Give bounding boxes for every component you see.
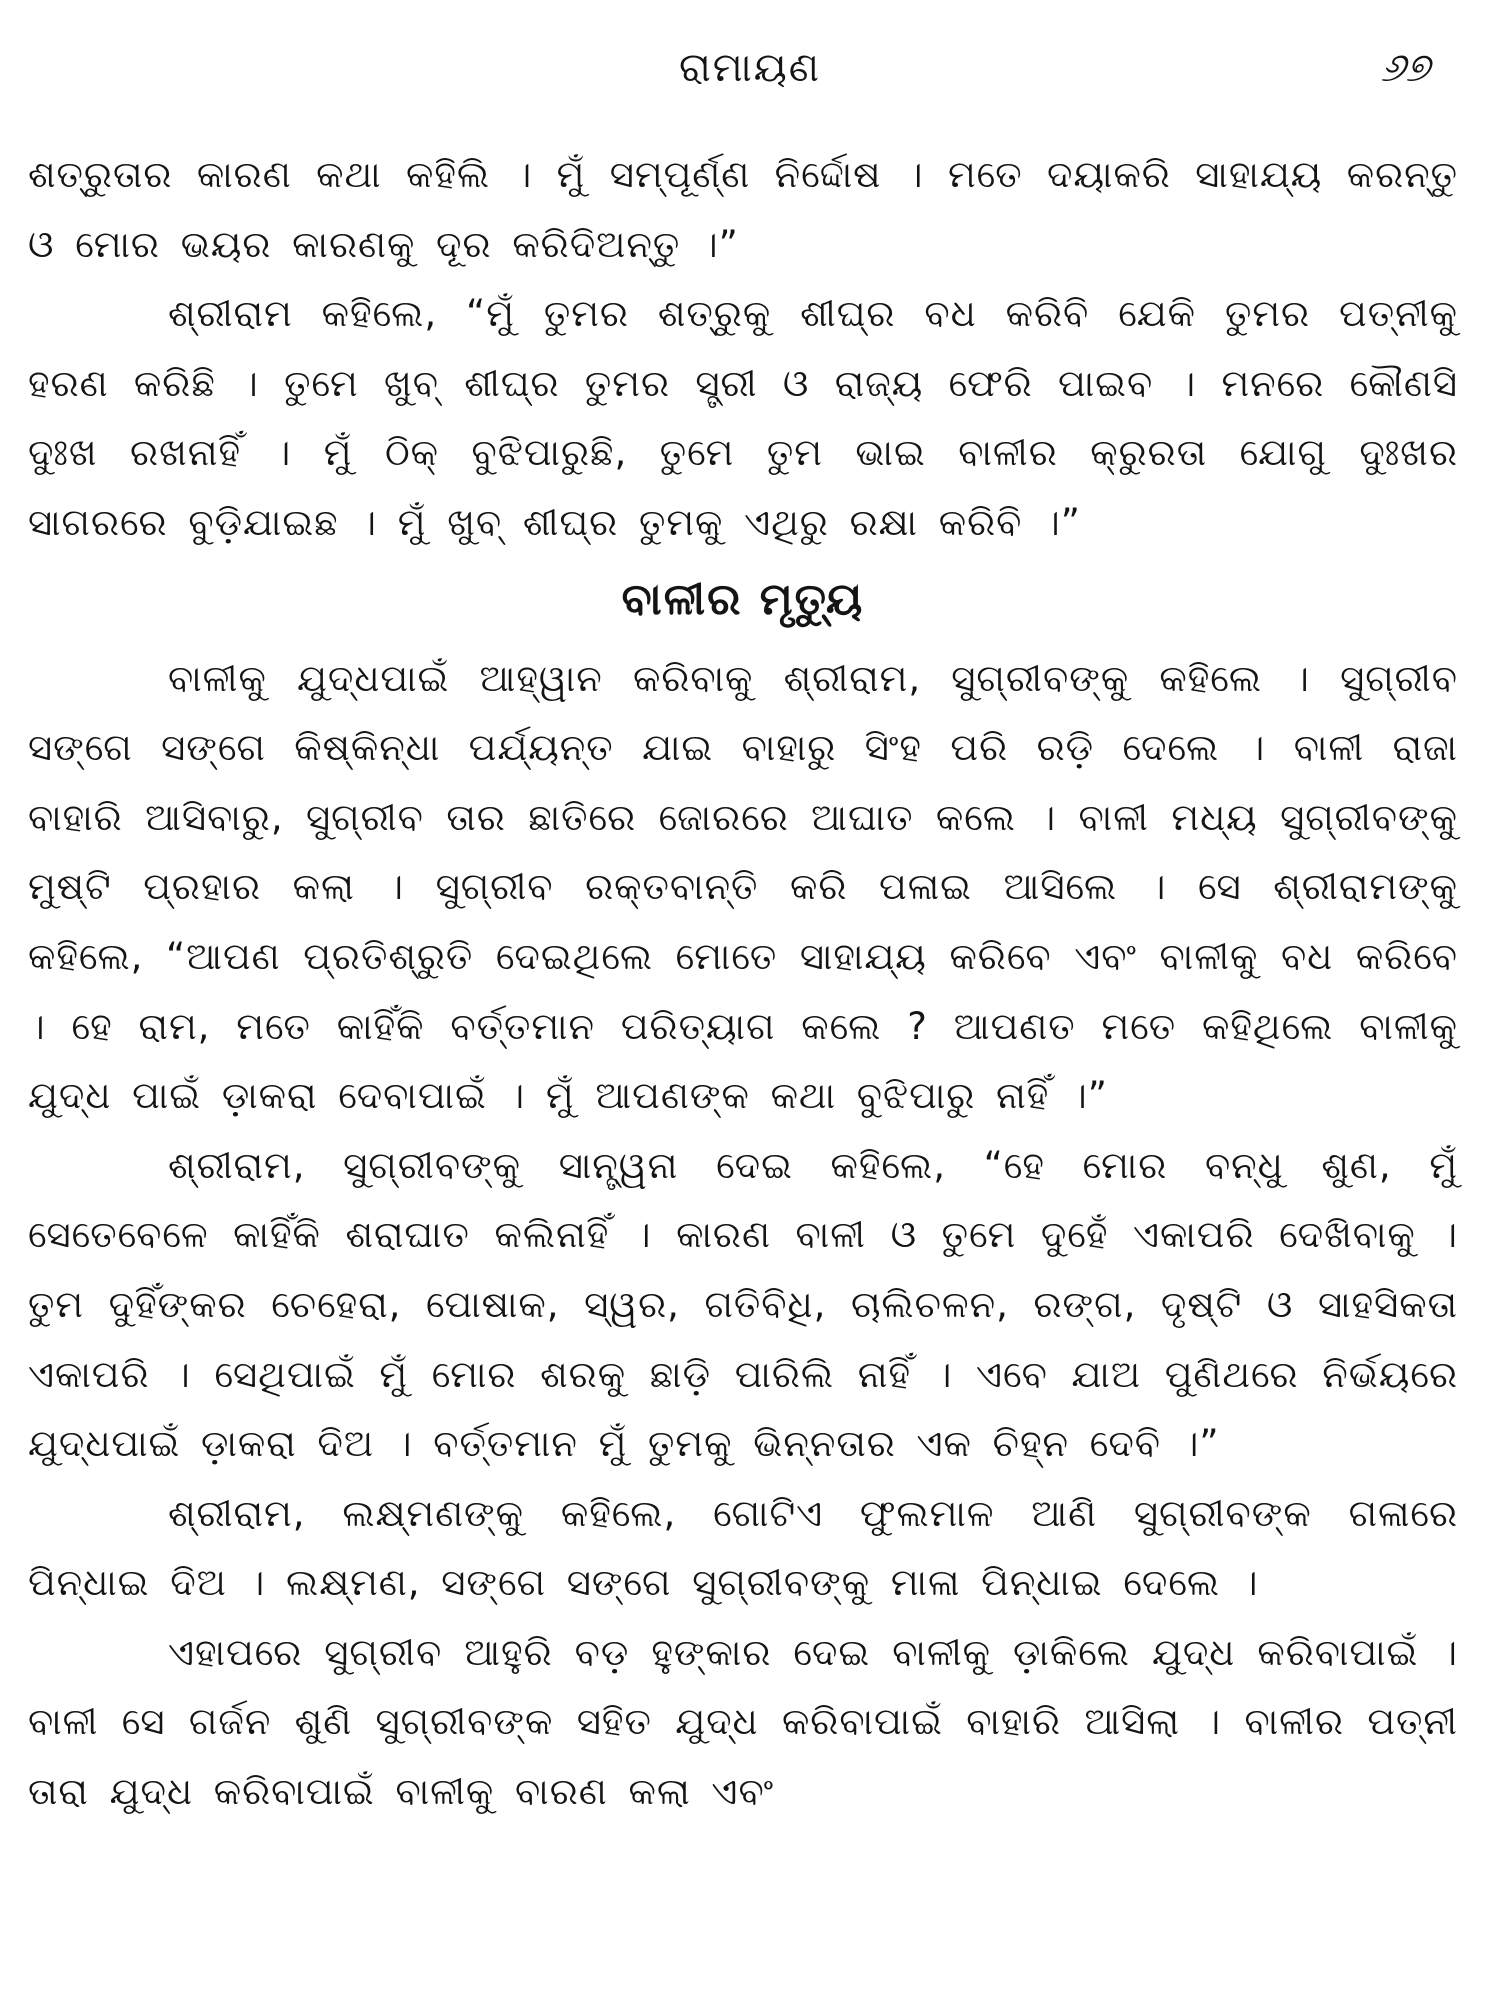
paragraph: ଶ୍ରୀରାମ, ଲକ୍ଷ୍ମଣଙ୍କୁ କହିଲେ, ଗୋଟିଏ ଫୁଲମାଳ ଆଣି ସୁଗ୍ରୀବଙ୍କ ଗଳାରେ ପିନ୍ଧାଇ ଦିଅ । ଲକ୍ଷ୍ମଣ, ସଙ୍ଗେ ସଙ୍ଗେ ସୁଗ୍ରୀବଙ୍କୁ ମାଳା ପିନ୍ଧାଇ ଦେଲେ ।: [28, 1491, 1458, 1605]
paragraph: ଶ୍ରୀରାମ କହିଲେ, “ମୁଁ ତୁମର ଶତ୍ରୁକୁ ଶୀଘ୍ର ବଧ କରିବି ଯେକି ତୁମର ପତ୍ନୀକୁ ହରଣ କରିଛି । ତୁମେ ଖୁବ୍ ଶୀଘ୍ର ତୁମର ସ୍ତ୍ରୀ ଓ ରାଜ୍ୟ ଫେରି ପାଇବ । ମନରେ କୌଣସି ଦୁଃଖ ରଖନାହିଁ । ମୁଁ ଠିକ୍ ବୁଝିପାରୁଛି, ତୁମେ ତୁମ ଭାଇ ବାଳୀର କ୍ରୁରତା ଯୋଗୁ ଦୁଃଖର ସାଗରରେ ବୁଡ଼ିଯାଇଛ । ମୁଁ ଖୁବ୍ ଶୀଘ୍ର ତୁମକୁ ଏଥିରୁ ରକ୍ଷା କରିବି ।”: [28, 292, 1458, 544]
body-text: [28, 140, 1458, 1827]
paragraph: ଏହାପରେ ସୁଗ୍ରୀବ ଆହୁରି ବଡ଼ ହୁଙ୍କାର ଦେଇ ବାଳୀକୁ ଡ଼ାକିଲେ ଯୁଦ୍ଧ କରିବାପାଇଁ । ବାଳୀ ସେ ଗର୍ଜନ ଶୁଣି ସୁଗ୍ରୀବଙ୍କ ସହିତ ଯୁଦ୍ଧ କରିବାପାଇଁ ବାହାରି ଆସିଲା । ବାଳୀର ପତ୍ନୀ ତାରା ଯୁଦ୍ଧ କରିବାପାଇଁ ବାଳୀକୁ ବାରଣ କଲା ଏବଂ: [28, 1630, 1458, 1814]
paragraph-continuation: ଶତ୍ରୁତାର କାରଣ କଥା କହିଲି । ମୁଁ ସମ୍ପୂର୍ଣ୍ଣ ନିର୍ଦ୍ଦୋଷ । ମତେ ଦୟାକରି ସାହାଯ୍ୟ କରନ୍ତୁ ଓ ମୋର ଭୟର କାରଣକୁ ଦୂର କରିଦିଅନ୍ତୁ ।”: [28, 153, 1458, 266]
running-title: ରାମାୟଣ: [678, 45, 822, 91]
paragraph: ଶ୍ରୀରାମ, ସୁଗ୍ରୀବଙ୍କୁ ସାନ୍ତ୍ୱନା ଦେଇ କହିଲେ, “ହେ ମୋର ବନ୍ଧୁ ଶୁଣ, ମୁଁ ସେତେବେଳେ କାହିଁକି ଶରାଘାତ କଲିନାହିଁ । କାରଣ ବାଳୀ ଓ ତୁମେ ଦୁହେଁ ଏକାପରି ଦେଖିବାକୁ । ତୁମ ଦୁହିଁଙ୍କର ଚେହେରା, ପୋଷାକ, ସ୍ୱର, ଗତିବିଧି, ଚାଲିଚଳନ, ରଙ୍ଗ, ଦୃଷ୍ଟି ଓ ସାହସିକତା ଏକାପରି । ସେଥିପାଇଁ ମୁଁ ମୋର ଶରକୁ ଛାଡ଼ି ପାରିଲି ନାହିଁ । ଏବେ ଯାଅ ପୁଣିଥରେ ନିର୍ଭୟରେ ଯୁଦ୍ଧପାଇଁ ଡ଼ାକରା ଦିଅ । ବର୍ତ୍ତମାନ ମୁଁ ତୁମକୁ ଭିନ୍ନତାର ଏକ ଚିହ୍ନ ଦେବି ।”: [28, 1143, 1458, 1466]
running-head: [0, 38, 1500, 98]
page-number: ୬୭: [1380, 45, 1430, 91]
paragraph: ବାଳୀକୁ ଯୁଦ୍ଧପାଇଁ ଆହ୍ୱାନ କରିବାକୁ ଶ୍ରୀରାମ, ସୁଗ୍ରୀବଙ୍କୁ କହିଲେ । ସୁଗ୍ରୀବ ସଙ୍ଗେ ସଙ୍ଗେ କିଷ୍କିନ୍ଧା ପର୍ଯ୍ୟନ୍ତ ଯାଇ ବାହାରୁ ସିଂହ ପରି ରଡ଼ି ଦେଲେ । ବାଳୀ ରାଜା ବାହାରି ଆସିବାରୁ, ସୁଗ୍ରୀବ ତାର ଛାତିରେ ଜୋରରେ ଆଘାତ କଲେ । ବାଳୀ ମଧ୍ୟ ସୁଗ୍ରୀବଙ୍କୁ ମୁଷ୍ଟି ପ୍ରହାର କଲା । ସୁଗ୍ରୀବ ରକ୍ତବାନ୍ତି କରି ପଳାଇ ଆସିଲେ । ସେ ଶ୍ରୀରାମଙ୍କୁ କହିଲେ, “ଆପଣ ପ୍ରତିଶ୍ରୁତି ଦେଇଥିଲେ ମୋତେ ସାହାଯ୍ୟ କରିବେ ଏବଂ ବାଳୀକୁ ବଧ କରିବେ । ହେ ରାମ, ମତେ କାହିଁକି ବର୍ତ୍ତମାନ ପରିତ୍ୟାଗ କଲେ ? ଆପଣତ ମତେ କହିଥିଲେ ବାଳୀକୁ ଯୁଦ୍ଧ ପାଇଁ ଡ଼ାକରା ଦେବାପାଇଁ । ମୁଁ ଆପଣଙ୍କ କଥା ବୁଝିପାରୁ ନାହିଁ ।”: [28, 656, 1458, 1118]
section-heading: ବାଳୀର ମୃତ୍ୟୁ: [621, 573, 865, 625]
